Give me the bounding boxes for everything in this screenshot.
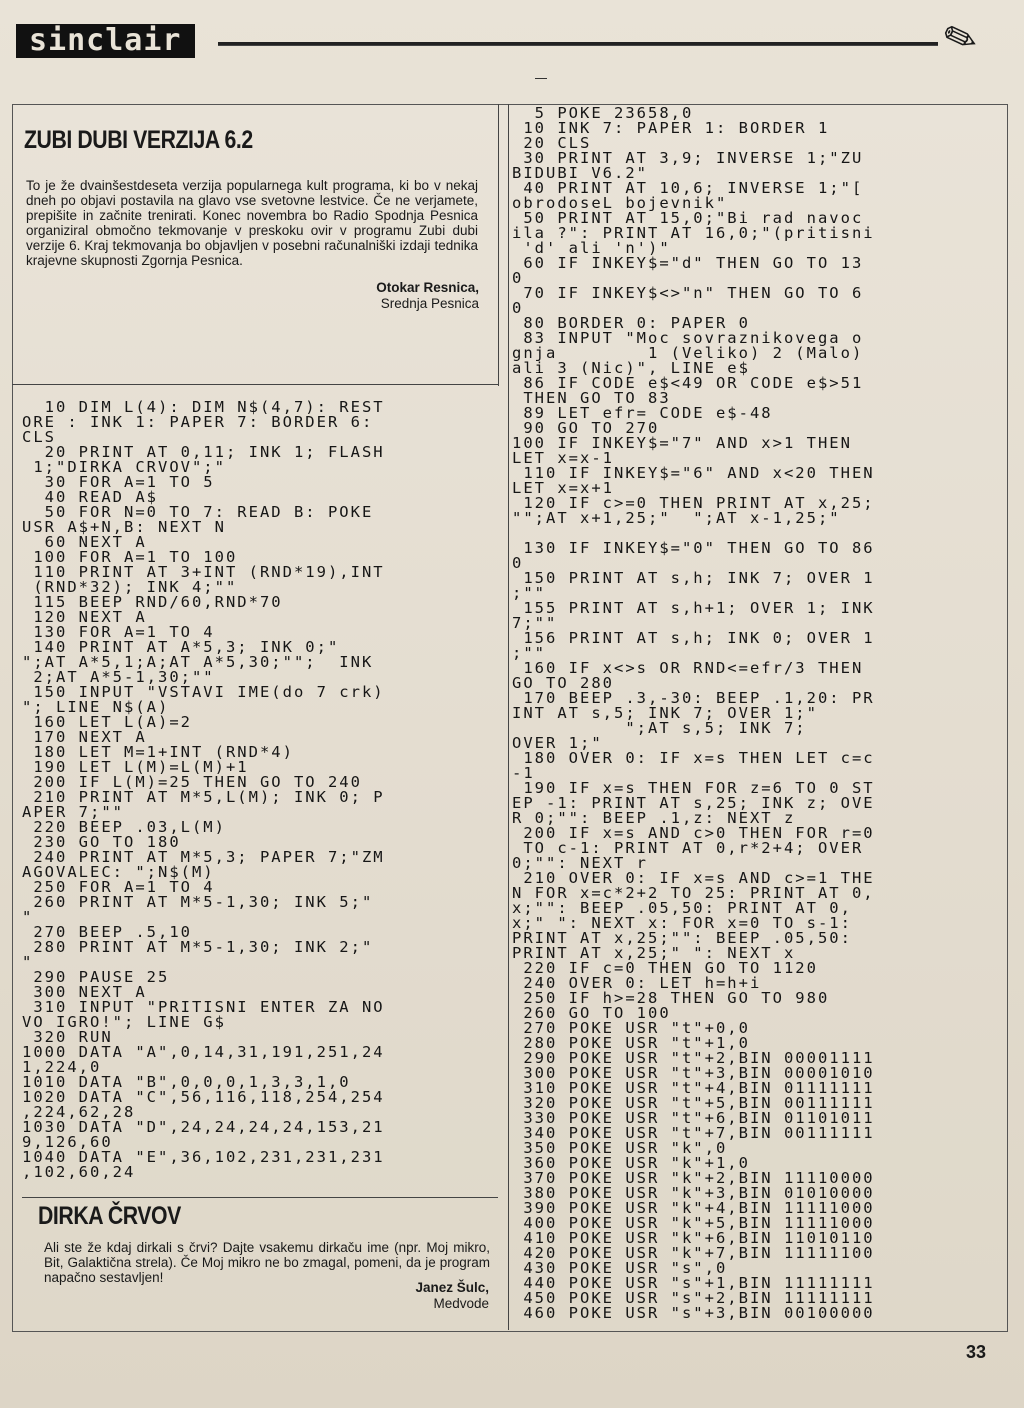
code-line: 370 POKE USR "k"+2,BIN 11110000 [512, 1169, 875, 1187]
code-line: USR A$+N,B: NEXT N [22, 518, 226, 536]
code-line: 180 LET M=1+INT (RND*4) [22, 743, 294, 761]
code-line: 2;AT A*5-1,30;"" [22, 668, 215, 686]
code-line: THEN GO TO 83 [512, 389, 671, 407]
code-line: 70 IF INKEY$<>"n" THEN GO TO 6 [512, 284, 864, 302]
code-line: APER 7;"" [22, 803, 124, 821]
code-line: 120 IF c>=0 THEN PRINT AT x,25; [512, 494, 875, 512]
code-line: 320 RUN [22, 1028, 113, 1046]
code-line: 430 POKE USR "s",0 [512, 1259, 728, 1277]
code-line: 155 PRINT AT s,h+1; OVER 1; INK [512, 599, 875, 617]
code-line: obrodoseL bojevnik" [512, 194, 728, 212]
code-line: 1000 DATA "A",0,14,31,191,251,24 [22, 1043, 385, 1061]
code-line: PRINT AT x,25;"": BEEP .05,50: [512, 929, 852, 947]
code-line: 1;"DIRKA CRVOV";" [22, 458, 226, 476]
code-line: 290 PAUSE 25 [22, 968, 170, 986]
code-line: 250 FOR A=1 TO 4 [22, 878, 215, 896]
code-line: gnja 1 (Veliko) 2 (Malo) [512, 344, 864, 362]
code-line: 10 INK 7: PAPER 1: BORDER 1 [512, 119, 830, 137]
code-line: LET x=x+1 [512, 479, 614, 497]
code-line: "";AT x+1,25;" ";AT x-1,25;" [512, 509, 841, 527]
code-line: 420 POKE USR "k"+7,BIN 11111100 [512, 1244, 875, 1262]
code-line: 350 POKE USR "k",0 [512, 1139, 728, 1157]
author-place: Srednja Pesnica [380, 296, 479, 311]
code-line: 200 IF x=s AND c>0 THEN FOR r=0 [512, 824, 875, 842]
code-line: 190 LET L(M)=L(M)+1 [22, 758, 249, 776]
author-place: Medvode [433, 1296, 489, 1311]
code-line: 115 BEEP RND/60,RND*70 [22, 593, 283, 611]
code-line: 0 [512, 299, 524, 317]
code-line: BIDUBI V6.2" [512, 164, 648, 182]
code-line: 310 POKE USR "t"+4,BIN 01111111 [512, 1079, 875, 1097]
code-line: 89 LET efr= CODE e$-48 [512, 404, 773, 422]
code-line: 460 POKE USR "s"+3,BIN 00100000 [512, 1304, 875, 1322]
code-line: 150 PRINT AT s,h; INK 7; OVER 1 [512, 569, 875, 587]
code-line: 110 IF INKEY$="6" AND x<20 THEN [512, 464, 875, 482]
code-line: 7;"" [512, 614, 558, 632]
code-line: 86 IF CODE e$<49 OR CODE e$>51 [512, 374, 864, 392]
code-line: 360 POKE USR "k"+1,0 [512, 1154, 750, 1172]
column-divider [498, 104, 499, 386]
code-line: 80 BORDER 0: PAPER 0 [512, 314, 750, 332]
code-line: -1 [512, 764, 535, 782]
code-line: LET x=x-1 [512, 449, 614, 467]
code-line: 60 NEXT A [22, 533, 147, 551]
article-body: Ali ste že kdaj dirkali s črvi? Dajte vsakemu dirkaču ime (npr. Moj mikro, Bit, Galaktična strela). Če Moj mikro ne bo zmagal, pomeni, da je program napačno sestavljen! [44, 1240, 490, 1285]
code-line: 260 GO TO 100 [512, 1004, 671, 1022]
code-line: 450 POKE USR "s"+2,BIN 11111111 [512, 1289, 875, 1307]
code-line: 83 INPUT "Moc sovraznikovega o [512, 329, 864, 347]
code-line: 'd' ali 'n')" [512, 239, 671, 257]
code-line: CLS [22, 428, 56, 446]
author-name: Otokar Resnica, [376, 280, 479, 295]
code-line: 10 DIM L(4): DIM N$(4,7): REST [22, 398, 385, 416]
article-author [376, 280, 479, 312]
code-line: 200 IF L(M)=25 THEN GO TO 240 [22, 773, 362, 791]
code-line: 270 BEEP .5,10 [22, 923, 192, 941]
code-line: VO IGRO!"; LINE G$ [22, 1013, 226, 1031]
code-line: 100 IF INKEY$="7" AND x>1 THEN [512, 434, 852, 452]
code-line: 190 IF x=s THEN FOR z=6 TO 0 ST [512, 779, 875, 797]
page-number: 33 [965, 1342, 986, 1362]
code-line: ";AT s,5; INK 7; [512, 719, 807, 737]
code-line: x;" ": NEXT x: FOR x=0 TO s-1: [512, 914, 852, 932]
code-line: ,102,60,24 [22, 1163, 136, 1181]
article-title: DIRKA ČRVOV [38, 1202, 181, 1230]
code-line: 380 POKE USR "k"+3,BIN 01010000 [512, 1184, 875, 1202]
code-line: 20 CLS [512, 134, 592, 152]
code-line: OVER 1;" [512, 734, 603, 752]
code-line: 170 BEEP .3,-30: BEEP .1,20: PR [512, 689, 875, 707]
code-line: " [22, 908, 34, 926]
code-line: 140 PRINT AT A*5,3; INK 0;" [22, 638, 340, 656]
code-line: " [22, 953, 34, 971]
code-line: ,224,62,28 [22, 1103, 136, 1121]
code-line: 230 GO TO 180 [22, 833, 181, 851]
code-line: INT AT s,5; INK 7; OVER 1;" [512, 704, 818, 722]
code-line: 40 PRINT AT 10,6; INVERSE 1;"[ [512, 179, 864, 197]
code-line: 30 PRINT AT 3,9; INVERSE 1;"ZU [512, 149, 864, 167]
code-line: AGOVALEC: ";N$(M) [22, 863, 215, 881]
divider [535, 78, 547, 79]
code-line: 1010 DATA "B",0,0,0,1,3,3,1,0 [22, 1073, 351, 1091]
code-line: 30 FOR A=1 TO 5 [22, 473, 215, 491]
code-line: 390 POKE USR "k"+4,BIN 11111000 [512, 1199, 875, 1217]
article-body: To je že dvainšestdeseta verzija popularnega kult programa, ki bo v nekaj dneh po objavi postavila na glavo vse svetovne lestvice. Če ne verjamete, prepišite in začnite trenirati. Konec novembra bo Radio Spodnja Pesnica organiziral območno tekmovanje v preskoku ovir v programu Zubi dubi verzije 6. Kraj tekmovanja bo objavljen v posebni računalniški izdaji tednika krajevne skupnosti Zgornja Pesnica. [26, 178, 478, 268]
code-line: 0;"": NEXT r [512, 854, 648, 872]
code-line: ila ?": PRINT AT 16,0;"(pritisni [512, 224, 875, 242]
code-line: 120 NEXT A [22, 608, 147, 626]
code-line: 210 OVER 0: IF x=s AND c>=1 THE [512, 869, 875, 887]
basic-listing-right [512, 106, 1002, 1321]
code-line: 20 PRINT AT 0,11; INK 1; FLASH [22, 443, 385, 461]
code-line: 280 POKE USR "t"+1,0 [512, 1034, 750, 1052]
code-line: 1040 DATA "E",36,102,231,231,231 [22, 1148, 385, 1166]
code-line: 250 IF h>=28 THEN GO TO 980 [512, 989, 830, 1007]
code-line: 210 PRINT AT M*5,L(M); INK 0; P [22, 788, 385, 806]
code-line: 280 PRINT AT M*5-1,30; INK 2;" [22, 938, 374, 956]
code-line: TO c-1: PRINT AT 0,r*2+4; OVER [512, 839, 864, 857]
code-line: EP -1: PRINT AT s,25; INK z; OVE [512, 794, 875, 812]
sinclair-logo: sinclair [16, 24, 195, 58]
code-line: 110 PRINT AT 3+INT (RND*19),INT [22, 563, 385, 581]
code-line: ;"" [512, 644, 546, 662]
page-header [8, 14, 1008, 64]
code-line: 90 GO TO 270 [512, 419, 660, 437]
code-line: 130 FOR A=1 TO 4 [22, 623, 215, 641]
author-name: Janez Šulc, [415, 1280, 489, 1295]
article-author [415, 1280, 489, 1312]
code-line: 290 POKE USR "t"+2,BIN 00001111 [512, 1049, 875, 1067]
code-line: 240 PRINT AT M*5,3; PAPER 7;"ZM [22, 848, 385, 866]
code-line: N FOR x=c*2+2 TO 25: PRINT AT 0, [512, 884, 875, 902]
code-line: 0 [512, 269, 524, 287]
code-line: 60 IF INKEY$="d" THEN GO TO 13 [512, 254, 864, 272]
header-rule [218, 42, 938, 46]
code-line: 240 OVER 0: LET h=h+i [512, 974, 762, 992]
code-line: 130 IF INKEY$="0" THEN GO TO 86 [512, 539, 875, 557]
code-line: 160 LET L(A)=2 [22, 713, 192, 731]
code-line: 150 INPUT "VSTAVI IME(do 7 crk) [22, 683, 385, 701]
code-line: 220 BEEP .03,L(M) [22, 818, 226, 836]
code-line: "; LINE N$(A) [22, 698, 170, 716]
code-line: 410 POKE USR "k"+6,BIN 11010110 [512, 1229, 875, 1247]
code-line: 170 NEXT A [22, 728, 147, 746]
code-line: x;"": BEEP .05,50: PRINT AT 0, [512, 899, 852, 917]
code-line: (RND*32); INK 4;"" [22, 578, 238, 596]
code-line: 40 READ A$ [22, 488, 158, 506]
code-line: ali 3 (Nic)", LINE e$ [512, 359, 750, 377]
section-divider [12, 384, 498, 385]
code-line: 270 POKE USR "t"+0,0 [512, 1019, 750, 1037]
code-line: 310 INPUT "PRITISNI ENTER ZA NO [22, 998, 385, 1016]
code-line: 180 OVER 0: IF x=s THEN LET c=c [512, 749, 875, 767]
code-line: ;"" [512, 584, 546, 602]
code-line: 300 POKE USR "t"+3,BIN 00001010 [512, 1064, 875, 1082]
code-line: PRINT AT x,25;" ": NEXT x [512, 944, 796, 962]
code-line: 50 PRINT AT 15,0;"Bi rad navoc [512, 209, 864, 227]
code-line: 160 IF x<>s OR RND<=efr/3 THEN [512, 659, 864, 677]
cartoon-character-icon: ✎ [937, 12, 985, 66]
code-line: ORE : INK 1: PAPER 7: BORDER 6: [22, 413, 374, 431]
code-line: 300 NEXT A [22, 983, 147, 1001]
code-line: R 0;"": BEEP .1,z: NEXT z [512, 809, 796, 827]
code-line: 260 PRINT AT M*5-1,30; INK 5;" [22, 893, 374, 911]
code-line: 220 IF c=0 THEN GO TO 1120 [512, 959, 818, 977]
column-divider [508, 104, 509, 1330]
code-line: 0 [512, 554, 524, 572]
code-line: 9,126,60 [22, 1133, 113, 1151]
code-line: GO TO 280 [512, 674, 614, 692]
code-line: 330 POKE USR "t"+6,BIN 01101011 [512, 1109, 875, 1127]
code-line: 1020 DATA "C",56,116,118,254,254 [22, 1088, 385, 1106]
code-line: 50 FOR N=0 TO 7: READ B: POKE [22, 503, 374, 521]
article-title: ZUBI DUBI VERZIJA 6.2 [24, 126, 253, 154]
code-line: 1,224,0 [22, 1058, 102, 1076]
code-line: 320 POKE USR "t"+5,BIN 00111111 [512, 1094, 875, 1112]
code-line: 156 PRINT AT s,h; INK 0; OVER 1 [512, 629, 875, 647]
basic-listing-left [22, 400, 498, 1180]
code-line: 400 POKE USR "k"+5,BIN 11111000 [512, 1214, 875, 1232]
code-line: 340 POKE USR "t"+7,BIN 00111111 [512, 1124, 875, 1142]
section-divider [22, 1197, 498, 1198]
code-line: 5 POKE 23658,0 [512, 104, 694, 122]
code-line: 440 POKE USR "s"+1,BIN 11111111 [512, 1274, 875, 1292]
code-line: 100 FOR A=1 TO 100 [22, 548, 238, 566]
code-line: ";AT A*5,1;A;AT A*5,30;""; INK [22, 653, 374, 671]
code-line: 1030 DATA "D",24,24,24,24,153,21 [22, 1118, 385, 1136]
